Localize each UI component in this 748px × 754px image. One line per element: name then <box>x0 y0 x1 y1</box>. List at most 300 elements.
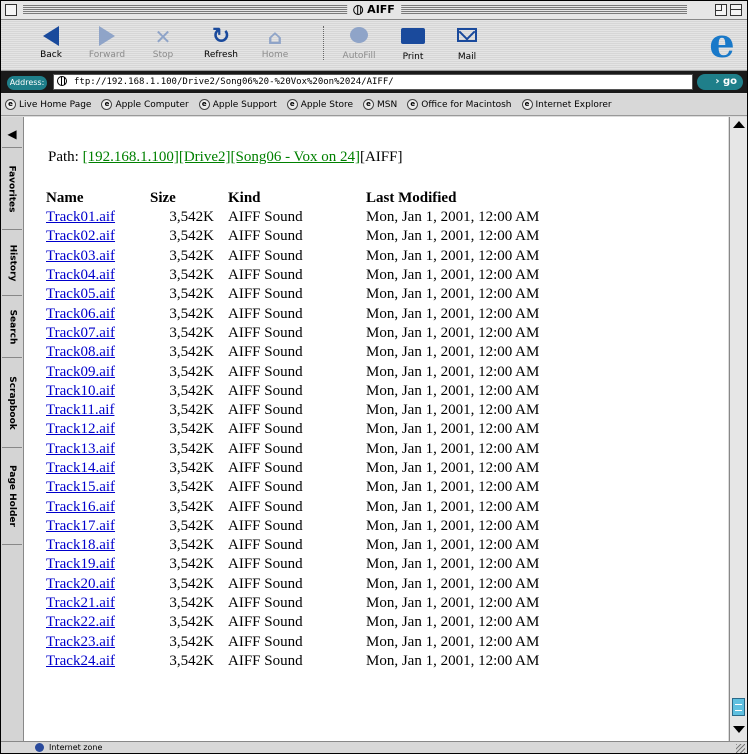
back-arrow-icon <box>39 26 63 48</box>
file-size: 3,542K <box>169 575 214 592</box>
tab-page-holder[interactable] <box>2 447 22 545</box>
table-row <box>46 362 586 381</box>
file-last-modified-cell <box>366 227 586 246</box>
file-last-modified-cell <box>366 285 586 304</box>
refresh-icon: ↻ <box>211 24 231 49</box>
title-bar[interactable] <box>1 1 747 20</box>
tab-favorites-label: Favorites <box>7 165 17 213</box>
scroll-down-arrow-icon[interactable] <box>733 726 745 733</box>
file-kind-cell <box>228 247 366 266</box>
path-link-host[interactable]: [192.168.1.100] <box>82 149 179 165</box>
file-kind: AIFF Sound <box>228 363 303 380</box>
file-kind: AIFF Sound <box>228 498 303 515</box>
back-label: Back <box>40 50 62 60</box>
favorite-label: Live Home Page <box>19 99 92 110</box>
zoom-box[interactable] <box>715 4 727 16</box>
table-row <box>46 382 586 401</box>
file-name-link-cell <box>46 633 150 652</box>
stop-button[interactable] <box>135 24 191 68</box>
file-size: 3,542K <box>169 421 214 438</box>
favorite-label: Apple Computer <box>115 99 189 110</box>
favorite-label: Apple Support <box>212 99 277 110</box>
stop-label: Stop <box>152 50 174 60</box>
file-kind-cell <box>228 285 366 304</box>
file-size-cell <box>150 247 228 266</box>
toolbar-separator <box>323 26 324 60</box>
path-link-drive[interactable]: [Drive2] <box>178 149 231 165</box>
file-size-cell <box>150 324 228 343</box>
file-last-modified-cell <box>366 382 586 401</box>
file-last-modified-cell <box>366 266 586 285</box>
favorite-link-apple-computer[interactable] <box>101 99 188 110</box>
column-header-size: Size <box>150 190 176 206</box>
status-bar <box>1 741 747 754</box>
favorite-link-internet-explorer[interactable] <box>522 99 612 110</box>
file-last-modified-cell <box>366 594 586 613</box>
file-size-cell <box>150 594 228 613</box>
file-last-modified-cell <box>366 555 586 574</box>
file-name-link[interactable]: Track22.aif <box>46 614 116 631</box>
table-row <box>46 575 586 594</box>
file-kind-cell <box>228 613 366 632</box>
file-name-link[interactable]: Track02.aif <box>46 228 116 245</box>
mail-button[interactable] <box>439 24 495 68</box>
go-button[interactable] <box>697 74 743 90</box>
table-row <box>46 459 586 478</box>
print-label: Print <box>402 52 424 62</box>
file-name-link[interactable]: Track11.aif <box>46 402 115 419</box>
file-name-link-cell <box>46 208 150 227</box>
file-size-cell <box>150 285 228 304</box>
file-size-cell <box>150 517 228 536</box>
column-header-last-modified: Last Modified <box>366 190 457 206</box>
mail-label: Mail <box>457 52 477 62</box>
file-kind: AIFF Sound <box>228 247 303 264</box>
file-kind-cell <box>228 497 366 516</box>
file-kind-cell <box>228 208 366 227</box>
file-size-cell <box>150 382 228 401</box>
file-last-modified-cell <box>366 324 586 343</box>
tab-history[interactable] <box>2 229 22 296</box>
file-name-link[interactable]: Track17.aif <box>46 517 116 534</box>
file-name-link[interactable]: Track12.aif <box>46 421 116 438</box>
file-kind-cell <box>228 536 366 555</box>
autofill-icon <box>347 27 371 49</box>
file-size-cell <box>150 362 228 381</box>
file-kind: AIFF Sound <box>228 324 303 341</box>
table-row <box>46 633 586 652</box>
autofill-button[interactable] <box>331 24 387 68</box>
file-kind: AIFF Sound <box>228 575 303 592</box>
table-row <box>46 478 586 497</box>
file-last-modified-cell <box>366 208 586 227</box>
address-field[interactable] <box>53 74 693 90</box>
ie-page-icon: e <box>101 99 112 110</box>
file-name-link-cell <box>46 420 150 439</box>
file-size-cell <box>150 536 228 555</box>
file-name-link[interactable]: Track21.aif <box>46 595 116 612</box>
file-kind-cell <box>228 633 366 652</box>
file-size: 3,542K <box>169 614 214 631</box>
file-name-link-cell <box>46 401 150 420</box>
ie-page-icon: e <box>522 99 533 110</box>
refresh-button[interactable] <box>193 24 249 68</box>
file-size-cell <box>150 555 228 574</box>
file-size: 3,542K <box>169 324 214 341</box>
file-last-modified: Mon, Jan 1, 2001, 12:00 AM <box>366 575 540 592</box>
file-kind-cell <box>228 420 366 439</box>
home-button[interactable] <box>247 24 303 68</box>
file-last-modified: Mon, Jan 1, 2001, 12:00 AM <box>366 324 540 341</box>
favorite-link-apple-support[interactable] <box>199 99 277 110</box>
forward-label: Forward <box>88 50 126 60</box>
mail-icon <box>455 28 479 50</box>
file-kind-cell <box>228 227 366 246</box>
ie-page-icon: e <box>199 99 210 110</box>
tab-favorites[interactable] <box>2 147 22 230</box>
column-header-name: Name <box>46 190 84 206</box>
file-name-link[interactable]: Track20.aif <box>46 575 116 592</box>
ie-page-icon: e <box>363 99 374 110</box>
file-size: 3,542K <box>169 363 214 380</box>
file-kind: AIFF Sound <box>228 633 303 650</box>
file-size: 3,542K <box>169 286 214 303</box>
favorite-link-live-home-page[interactable] <box>5 99 91 110</box>
ie-page-icon: e <box>287 99 298 110</box>
globe-icon <box>353 5 363 15</box>
file-last-modified: Mon, Jan 1, 2001, 12:00 AM <box>366 595 540 612</box>
file-last-modified: Mon, Jan 1, 2001, 12:00 AM <box>366 228 540 245</box>
table-header-row <box>46 189 586 208</box>
scroll-thumb[interactable] <box>732 698 745 716</box>
table-row <box>46 536 586 555</box>
file-last-modified-cell <box>366 575 586 594</box>
table-row <box>46 247 586 266</box>
file-name-link-cell <box>46 440 150 459</box>
file-kind-cell <box>228 517 366 536</box>
path-current: [AIFF] <box>359 149 403 165</box>
refresh-label: Refresh <box>204 50 238 60</box>
table-row <box>46 304 586 323</box>
file-size: 3,542K <box>169 652 214 669</box>
file-size-cell <box>150 208 228 227</box>
path-breadcrumb <box>48 149 402 166</box>
favorite-link-apple-store[interactable] <box>287 99 353 110</box>
tab-history-label: History <box>7 244 18 282</box>
file-last-modified: Mon, Jan 1, 2001, 12:00 AM <box>366 363 540 380</box>
file-name-link[interactable]: Track08.aif <box>46 344 116 361</box>
file-kind-cell <box>228 266 366 285</box>
file-size-cell <box>150 633 228 652</box>
vertical-scrollbar[interactable] <box>729 117 748 741</box>
file-name-link[interactable]: Track04.aif <box>46 267 116 284</box>
table-row <box>46 401 586 420</box>
file-kind-cell <box>228 478 366 497</box>
resize-grip-icon[interactable] <box>736 744 745 753</box>
table-row <box>46 266 586 285</box>
address-bar <box>1 71 747 93</box>
file-name-link-cell <box>46 652 150 671</box>
path-label: Path: <box>48 149 79 165</box>
file-name-link-cell <box>46 536 150 555</box>
file-last-modified-cell <box>366 536 586 555</box>
file-kind: AIFF Sound <box>228 305 303 322</box>
file-size: 3,542K <box>169 440 214 457</box>
file-last-modified: Mon, Jan 1, 2001, 12:00 AM <box>366 517 540 534</box>
file-last-modified-cell <box>366 478 586 497</box>
file-name-link-cell <box>46 517 150 536</box>
file-kind: AIFF Sound <box>228 228 303 245</box>
address-label: Address: <box>7 76 47 90</box>
favorite-label: Apple Store <box>300 99 354 110</box>
file-kind-cell <box>228 324 366 343</box>
file-kind: AIFF Sound <box>228 460 303 476</box>
file-last-modified-cell <box>366 652 586 671</box>
ie-page-icon: e <box>5 99 16 110</box>
file-listing-table <box>46 189 586 671</box>
file-size: 3,542K <box>169 498 214 515</box>
file-name-link[interactable]: Track10.aif <box>46 382 116 399</box>
file-last-modified: Mon, Jan 1, 2001, 12:00 AM <box>366 556 540 573</box>
file-name-link-cell <box>46 613 150 632</box>
file-last-modified: Mon, Jan 1, 2001, 12:00 AM <box>366 209 540 226</box>
file-last-modified-cell <box>366 343 586 362</box>
go-label: go <box>722 76 737 87</box>
file-kind: AIFF Sound <box>228 344 303 361</box>
internet-explorer-logo-icon[interactable]: e <box>709 20 735 67</box>
file-name-link[interactable]: Track03.aif <box>46 247 116 264</box>
file-kind: AIFF Sound <box>228 286 303 303</box>
printer-icon <box>401 28 425 50</box>
file-size: 3,542K <box>169 595 214 612</box>
file-last-modified-cell <box>366 613 586 632</box>
table-row <box>46 594 586 613</box>
file-kind: AIFF Sound <box>228 402 303 419</box>
file-kind-cell <box>228 343 366 362</box>
file-last-modified: Mon, Jan 1, 2001, 12:00 AM <box>366 286 540 303</box>
file-name-link-cell <box>46 247 150 266</box>
file-name-link-cell <box>46 266 150 285</box>
tab-scrapbook-label: Scrapbook <box>7 376 18 430</box>
file-kind-cell <box>228 304 366 323</box>
tab-page-holder-label: Page Holder <box>7 465 17 527</box>
file-name-link[interactable]: Track09.aif <box>46 363 116 380</box>
file-name-link[interactable]: Track01.aif <box>46 209 116 226</box>
table-row <box>46 420 586 439</box>
file-name-link[interactable]: Track23.aif <box>46 633 116 650</box>
table-row <box>46 497 586 516</box>
favorite-link-office-for-macintosh[interactable] <box>407 99 511 110</box>
file-last-modified-cell <box>366 304 586 323</box>
file-name-link[interactable]: Track24.aif <box>46 652 116 669</box>
file-last-modified: Mon, Jan 1, 2001, 12:00 AM <box>366 479 540 496</box>
back-button[interactable] <box>23 24 79 68</box>
file-kind-cell <box>228 362 366 381</box>
file-kind-cell <box>228 382 366 401</box>
file-size: 3,542K <box>169 247 214 264</box>
file-name-link-cell <box>46 362 150 381</box>
forward-button[interactable] <box>79 24 135 68</box>
favorites-bar <box>1 94 747 116</box>
file-kind: AIFF Sound <box>228 209 303 226</box>
file-kind-cell <box>228 401 366 420</box>
file-name-link[interactable]: Track19.aif <box>46 556 116 573</box>
home-label: Home <box>261 50 289 60</box>
file-last-modified-cell <box>366 497 586 516</box>
file-name-link[interactable]: Track16.aif <box>46 498 116 515</box>
ie-page-icon: e <box>407 99 418 110</box>
file-size-cell <box>150 478 228 497</box>
file-kind: AIFF Sound <box>228 267 303 284</box>
file-last-modified: Mon, Jan 1, 2001, 12:00 AM <box>366 247 540 264</box>
file-size-cell <box>150 652 228 671</box>
file-kind-cell <box>228 594 366 613</box>
file-name-link[interactable]: Track07.aif <box>46 324 116 341</box>
file-size: 3,542K <box>169 537 214 554</box>
sidebar-toggle-icon[interactable]: ◀ <box>7 127 17 141</box>
home-icon: ⌂ <box>267 25 283 49</box>
scroll-up-arrow-icon[interactable] <box>733 121 745 128</box>
file-last-modified: Mon, Jan 1, 2001, 12:00 AM <box>366 421 540 438</box>
file-kind-cell <box>228 555 366 574</box>
table-row <box>46 440 586 459</box>
table-row <box>46 285 586 304</box>
file-kind: AIFF Sound <box>228 517 303 534</box>
window-title-text: AIFF <box>367 3 395 16</box>
favorite-label: Internet Explorer <box>535 99 612 110</box>
file-name-link-cell <box>46 478 150 497</box>
file-last-modified: Mon, Jan 1, 2001, 12:00 AM <box>366 633 540 650</box>
file-name-link[interactable]: Track15.aif <box>46 479 116 496</box>
file-kind-cell <box>228 440 366 459</box>
table-row <box>46 613 586 632</box>
file-size: 3,542K <box>169 209 214 226</box>
file-kind: AIFF Sound <box>228 614 303 631</box>
file-name-link-cell <box>46 594 150 613</box>
close-box[interactable] <box>5 4 17 16</box>
file-size-cell <box>150 497 228 516</box>
path-link-folder[interactable]: [Song06 - Vox on 24] <box>230 149 360 165</box>
file-size-cell <box>150 227 228 246</box>
file-name-link-cell <box>46 343 150 362</box>
file-last-modified-cell <box>366 401 586 420</box>
file-name-link-cell <box>46 459 150 478</box>
file-last-modified: Mon, Jan 1, 2001, 12:00 AM <box>366 614 540 631</box>
column-header-kind: Kind <box>228 190 261 206</box>
favorite-label: Office for Macintosh <box>421 99 512 110</box>
file-last-modified-cell <box>366 633 586 652</box>
file-kind: AIFF Sound <box>228 556 303 573</box>
forward-arrow-icon <box>95 26 119 48</box>
file-size: 3,542K <box>169 305 214 322</box>
file-size-cell <box>150 420 228 439</box>
collapse-box[interactable] <box>730 4 742 16</box>
file-kind-cell <box>228 652 366 671</box>
file-size-cell <box>150 343 228 362</box>
file-size-cell <box>150 304 228 323</box>
file-last-modified-cell <box>366 420 586 439</box>
file-last-modified: Mon, Jan 1, 2001, 12:00 AM <box>366 652 540 669</box>
file-size: 3,542K <box>169 479 214 496</box>
file-name-link[interactable]: Track18.aif <box>46 537 116 554</box>
file-last-modified: Mon, Jan 1, 2001, 12:00 AM <box>366 402 540 419</box>
file-name-link-cell <box>46 285 150 304</box>
file-kind: AIFF Sound <box>228 652 303 669</box>
table-row <box>46 227 586 246</box>
explorer-bar <box>1 117 24 741</box>
file-kind: AIFF Sound <box>228 421 303 438</box>
go-arrow-icon: › <box>715 76 720 87</box>
file-last-modified: Mon, Jan 1, 2001, 12:00 AM <box>366 498 540 515</box>
file-size: 3,542K <box>169 382 214 399</box>
table-row <box>46 555 586 574</box>
window-title <box>347 3 401 16</box>
file-name-link-cell <box>46 555 150 574</box>
file-name-link[interactable]: Track14.aif <box>46 460 116 476</box>
file-last-modified: Mon, Jan 1, 2001, 12:00 AM <box>366 537 540 554</box>
file-last-modified: Mon, Jan 1, 2001, 12:00 AM <box>366 305 540 322</box>
tab-search-label: Search <box>7 309 17 345</box>
file-last-modified-cell <box>366 459 586 478</box>
table-row <box>46 324 586 343</box>
tab-scrapbook[interactable] <box>2 357 22 448</box>
file-last-modified-cell <box>366 247 586 266</box>
favorite-label: MSN <box>377 99 398 110</box>
file-size: 3,542K <box>169 556 214 573</box>
file-last-modified-cell <box>366 440 586 459</box>
autofill-label: AutoFill <box>342 51 376 61</box>
file-size-cell <box>150 401 228 420</box>
file-size-cell <box>150 266 228 285</box>
file-name-link[interactable]: Track13.aif <box>46 440 116 457</box>
stop-icon: ✕ <box>154 25 172 49</box>
zone-globe-icon <box>35 743 44 752</box>
file-last-modified: Mon, Jan 1, 2001, 12:00 AM <box>366 382 540 399</box>
file-kind-cell <box>228 575 366 594</box>
file-size-cell <box>150 440 228 459</box>
file-last-modified: Mon, Jan 1, 2001, 12:00 AM <box>366 344 540 361</box>
file-kind: AIFF Sound <box>228 382 303 399</box>
file-last-modified: Mon, Jan 1, 2001, 12:00 AM <box>366 440 540 457</box>
file-name-link-cell <box>46 497 150 516</box>
file-last-modified-cell <box>366 362 586 381</box>
file-name-link[interactable]: Track05.aif <box>46 286 116 303</box>
ftp-site-icon <box>57 76 69 88</box>
file-size: 3,542K <box>169 517 214 534</box>
file-size: 3,542K <box>169 460 214 476</box>
file-size: 3,542K <box>169 633 214 650</box>
file-last-modified-cell <box>366 517 586 536</box>
page-content <box>24 117 728 741</box>
favorite-link-msn[interactable] <box>363 99 397 110</box>
file-size: 3,542K <box>169 402 214 419</box>
file-name-link-cell <box>46 324 150 343</box>
table-row <box>46 208 586 227</box>
tab-search[interactable] <box>2 295 22 358</box>
file-last-modified: Mon, Jan 1, 2001, 12:00 AM <box>366 267 540 284</box>
file-kind: AIFF Sound <box>228 595 303 612</box>
file-size: 3,542K <box>169 344 214 361</box>
print-button[interactable] <box>385 24 441 68</box>
file-kind-cell <box>228 459 366 478</box>
file-last-modified: Mon, Jan 1, 2001, 12:00 AM <box>366 460 540 476</box>
file-name-link[interactable]: Track06.aif <box>46 305 116 322</box>
file-name-link-cell <box>46 575 150 594</box>
file-name-link-cell <box>46 227 150 246</box>
table-row <box>46 517 586 536</box>
toolbar <box>1 20 747 71</box>
file-size: 3,542K <box>169 267 214 284</box>
